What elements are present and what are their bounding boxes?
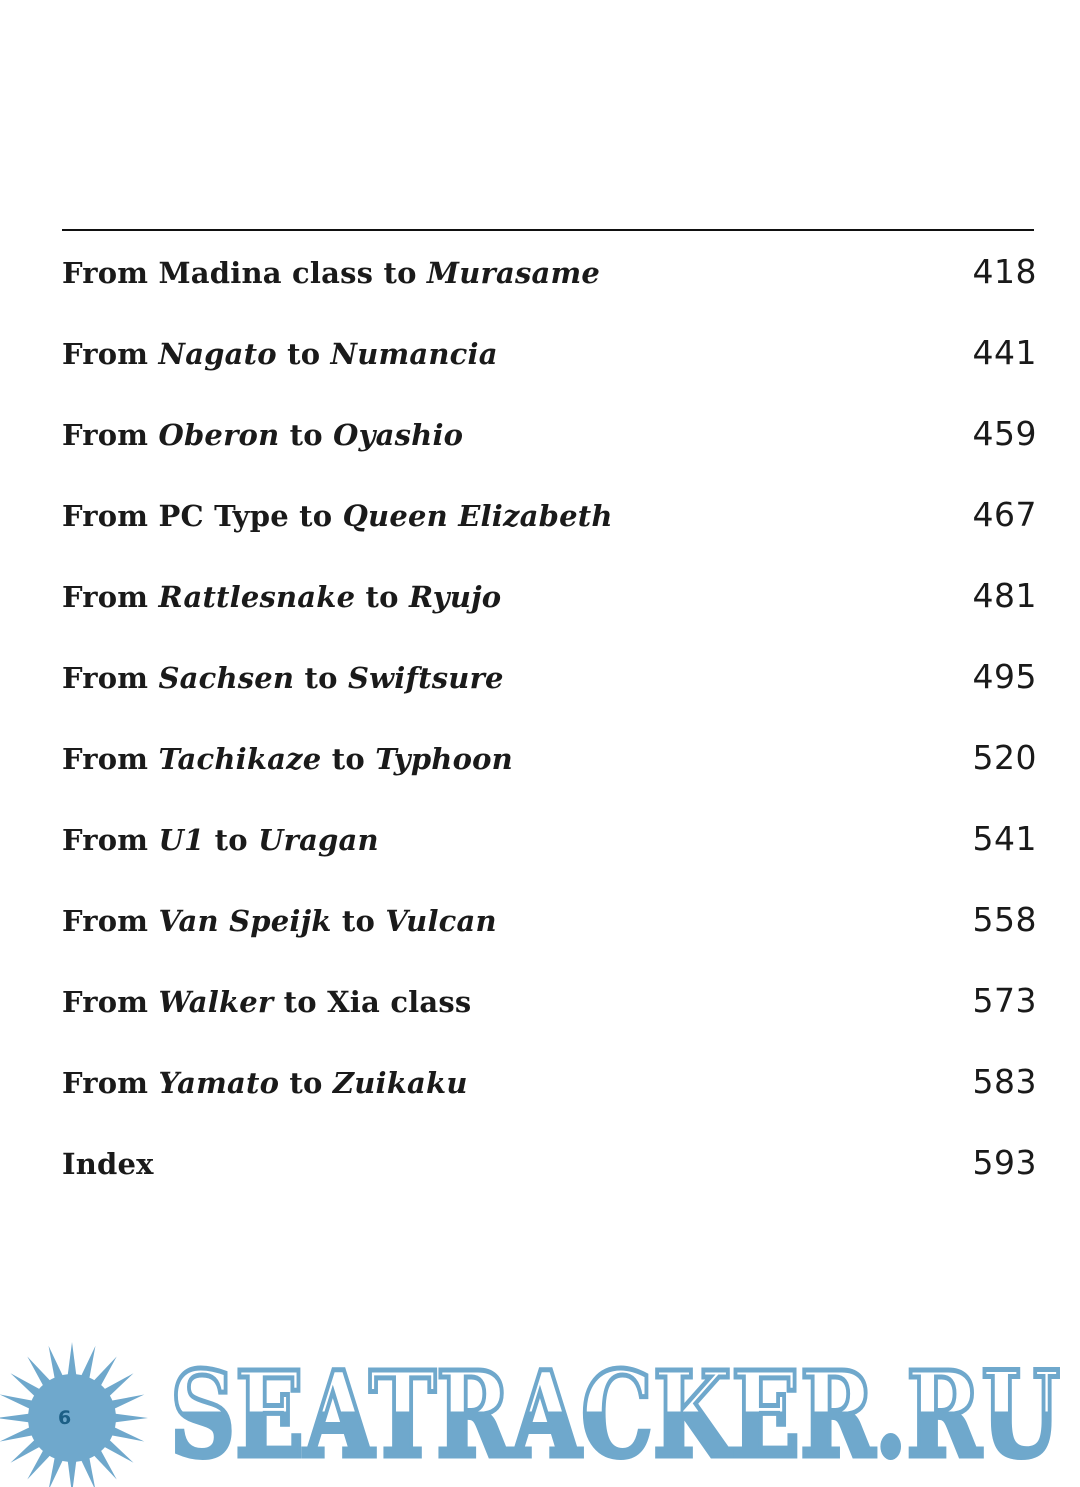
toc-page-number: 573 — [972, 981, 1037, 1020]
toc-entry-title: From Oberon to Oyashio — [62, 418, 464, 452]
toc-entry-title: From U1 to Uragan — [62, 823, 379, 857]
sun-ray — [0, 1413, 32, 1422]
sun-ray — [112, 1413, 148, 1422]
toc-entry[interactable] — [62, 896, 1037, 977]
toc-entry[interactable] — [62, 653, 1037, 734]
toc-page-number: 541 — [972, 819, 1037, 858]
table-of-contents — [62, 248, 1037, 1220]
index-page-number: 593 — [972, 1143, 1037, 1182]
toc-entry[interactable] — [62, 977, 1037, 1058]
toc-entry-title: From Nagato to Numancia — [62, 337, 498, 371]
sun-ray — [67, 1342, 76, 1378]
toc-entry[interactable] — [62, 734, 1037, 815]
toc-entry-index[interactable] — [62, 1139, 1037, 1220]
toc-entry-title: From Tachikaze to Typhoon — [62, 742, 513, 776]
toc-page-number: 418 — [972, 252, 1037, 291]
toc-page-number: 520 — [972, 738, 1037, 777]
watermark-text: SEATRACKER.RU — [170, 1356, 1060, 1466]
toc-entry[interactable] — [62, 329, 1037, 410]
toc-entry[interactable] — [62, 1058, 1037, 1139]
watermark-logo — [170, 1356, 1065, 1466]
toc-page-number: 467 — [972, 495, 1037, 534]
toc-entry-title: From Walker to Xia class — [62, 985, 472, 1019]
sun-ray — [67, 1458, 76, 1487]
toc-page-number: 583 — [972, 1062, 1037, 1101]
index-label: Index — [62, 1147, 154, 1181]
toc-entry[interactable] — [62, 572, 1037, 653]
toc-page-number: 558 — [972, 900, 1037, 939]
toc-entry-title: From Rattlesnake to Ryujo — [62, 580, 502, 614]
toc-page-number: 481 — [972, 576, 1037, 615]
top-rule — [62, 229, 1034, 231]
toc-entry-title: From Madina class to Murasame — [62, 256, 601, 290]
toc-entry-title: From PC Type to Queen Elizabeth — [62, 499, 613, 533]
page-footer — [0, 1330, 1080, 1487]
toc-entry[interactable] — [62, 815, 1037, 896]
folio-page-number: 6 — [58, 1407, 72, 1429]
toc-entry[interactable] — [62, 248, 1037, 329]
toc-entry-title: From Yamato to Zuikaku — [62, 1066, 468, 1100]
toc-entry[interactable] — [62, 410, 1037, 491]
toc-page-number: 495 — [972, 657, 1037, 696]
toc-entry-title: From Van Speijk to Vulcan — [62, 904, 497, 938]
toc-entry-title: From Sachsen to Swiftsure — [62, 661, 504, 695]
sun-logo-icon — [0, 1330, 165, 1487]
toc-page-number: 459 — [972, 414, 1037, 453]
toc-entry[interactable] — [62, 491, 1037, 572]
toc-page-number: 441 — [972, 333, 1037, 372]
